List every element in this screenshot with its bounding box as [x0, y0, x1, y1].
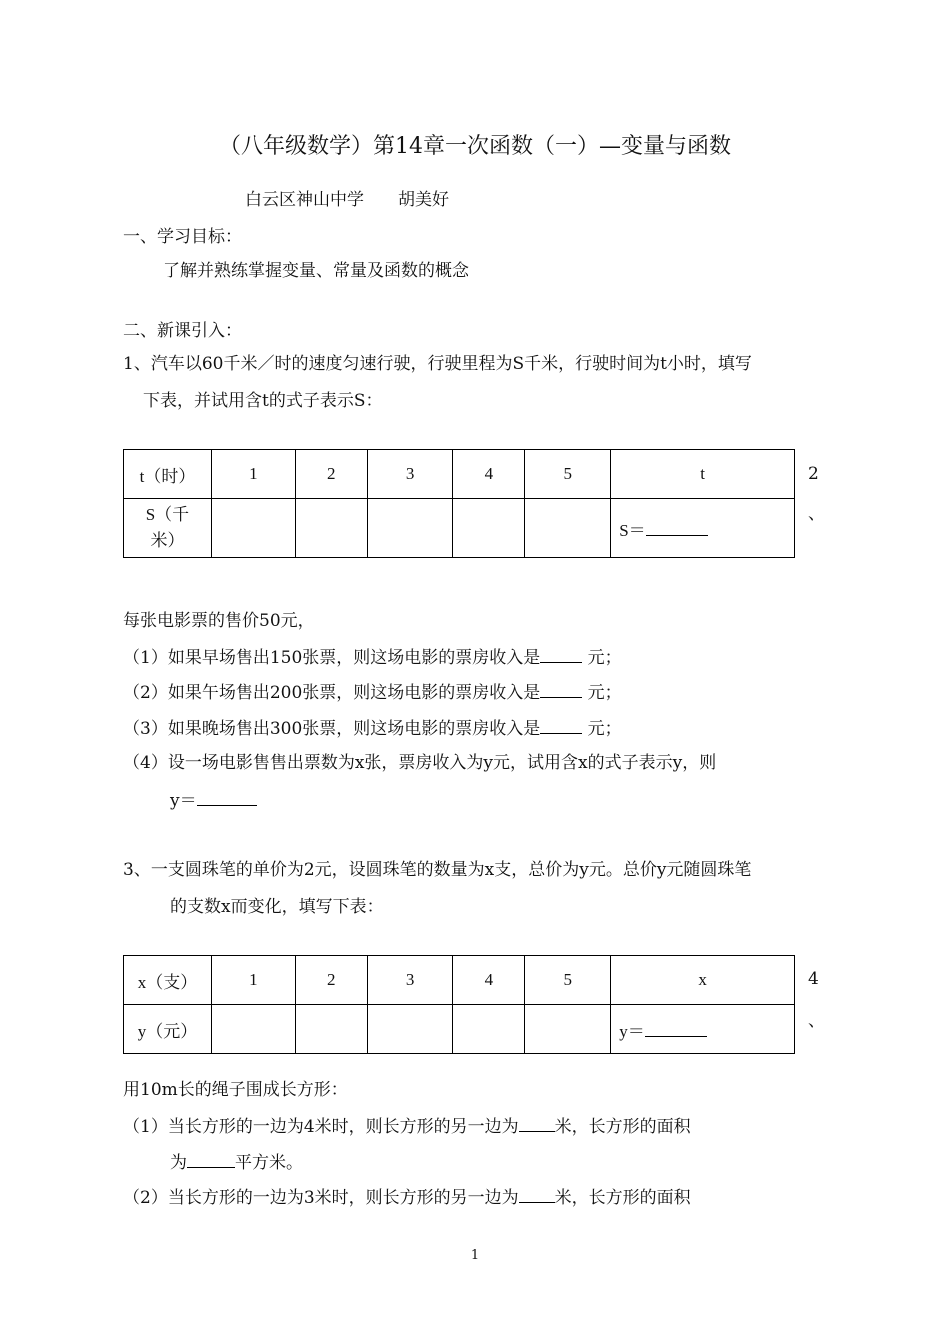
- answer-blank[interactable]: [645, 1020, 707, 1037]
- item-text: （2）如果午场售出200张票，则这场电影的票房收入是: [123, 683, 541, 703]
- formula-cell[interactable]: [611, 499, 795, 558]
- table-cell-row-head: y（元）: [124, 1005, 212, 1054]
- page-number: 1: [470, 1248, 480, 1263]
- answer-blank[interactable]: [197, 789, 257, 806]
- formula-prefix: y＝: [170, 791, 197, 811]
- unit-text: 元；: [582, 719, 622, 739]
- q2-number-mark: 、: [808, 504, 825, 524]
- q3-text-line2: 的支数x而变化，填写下表：: [170, 897, 384, 917]
- formula-cell[interactable]: [611, 1005, 795, 1054]
- q3-table-row-header: [124, 956, 795, 1005]
- q2-number: 2: [808, 464, 819, 484]
- answer-cell[interactable]: [295, 499, 367, 558]
- q4-number-mark: 、: [808, 1011, 825, 1031]
- item-text: （3）如果晚场售出300张票，则这场电影的票房收入是: [123, 719, 541, 739]
- page-title: （八年级数学）第14章一次函数（一）—变量与函数: [219, 134, 731, 159]
- answer-cell[interactable]: [453, 1005, 525, 1054]
- answer-cell[interactable]: [367, 1005, 453, 1054]
- answer-cell[interactable]: [525, 499, 611, 558]
- q4-intro: 用10m长的绳子围成长方形：: [123, 1080, 348, 1100]
- section2-heading: 二、新课引入：: [123, 321, 242, 341]
- q1-table: [123, 449, 795, 558]
- q1-table-row-values: [124, 499, 795, 558]
- answer-cell[interactable]: [525, 1005, 611, 1054]
- answer-blank[interactable]: [540, 681, 582, 698]
- answer-blank[interactable]: [187, 1151, 235, 1168]
- answer-cell[interactable]: [367, 499, 453, 558]
- answer-blank[interactable]: [540, 646, 582, 663]
- answer-cell[interactable]: [295, 1005, 367, 1054]
- answer-blank[interactable]: [519, 1115, 555, 1132]
- q3-text-line1: 3、一支圆珠笔的单价为2元，设圆珠笔的数量为x支，总价为y元。总价y元随圆珠笔: [123, 860, 752, 880]
- unit-text: 元；: [582, 648, 622, 668]
- q2-intro: 每张电影票的售价50元，: [123, 611, 315, 631]
- q4-number: 4: [808, 969, 819, 989]
- q1-text-line2: 下表，并试用含t的式子表示S：: [143, 391, 383, 411]
- section1-heading: 一、学习目标：: [123, 227, 242, 247]
- table-cell-row-head: [124, 499, 212, 558]
- formula-prefix: y＝: [619, 1021, 645, 1041]
- item-text: 为: [170, 1153, 187, 1173]
- q1-text-line1: 1、汽车以60千米／时的速度匀速行驶，行驶里程为S千米，行驶时间为t小时，填写: [123, 354, 752, 374]
- table-cell: t: [611, 450, 795, 499]
- table-cell: 1: [211, 450, 295, 499]
- unit-text: 元；: [582, 683, 622, 703]
- item-text: 米，长方形的面积: [554, 1117, 691, 1137]
- table-cell: 4: [453, 956, 525, 1005]
- q2-item4-line2: [170, 789, 257, 812]
- table-cell: x（支）: [124, 956, 212, 1005]
- answer-cell[interactable]: [211, 1005, 295, 1054]
- table-cell: 2: [295, 956, 367, 1005]
- table-cell: 4: [453, 450, 525, 499]
- table-cell: 3: [367, 450, 453, 499]
- item-text: 米，长方形的面积: [554, 1188, 691, 1208]
- item-text: （1）当长方形的一边为4米时，则长方形的另一边为: [123, 1117, 519, 1137]
- formula-prefix: S＝: [619, 520, 646, 540]
- q3-table: [123, 955, 795, 1054]
- q4-item2-line1: [123, 1186, 691, 1209]
- table-cell: 2: [295, 450, 367, 499]
- item-text: （1）如果早场售出150张票，则这场电影的票房收入是: [123, 648, 541, 668]
- q2-item2: [123, 681, 622, 704]
- q2-item1: [123, 646, 622, 669]
- q4-item1-line1: [123, 1115, 691, 1138]
- author-line: 白云区神山中学 胡美好: [245, 190, 449, 210]
- item-text: （2）当长方形的一边为3米时，则长方形的另一边为: [123, 1188, 519, 1208]
- q1-table-row-header: [124, 450, 795, 499]
- answer-blank[interactable]: [519, 1186, 555, 1203]
- q2-item4-line1: （4）设一场电影售售出票数为x张，票房收入为y元，试用含x的式子表示y，则: [123, 753, 717, 773]
- answer-blank[interactable]: [646, 519, 708, 536]
- row-head-part: S（千: [145, 505, 190, 524]
- q2-item3: [123, 717, 622, 740]
- table-cell: 3: [367, 956, 453, 1005]
- table-cell: 1: [211, 956, 295, 1005]
- section1-goal: 了解并熟练掌握变量、常量及函数的概念: [163, 261, 469, 281]
- row-head-part: 米）: [150, 531, 185, 550]
- table-cell: t（时）: [124, 450, 212, 499]
- q4-item1-line2: [170, 1151, 303, 1174]
- answer-cell[interactable]: [453, 499, 525, 558]
- q3-table-row-values: [124, 1005, 795, 1054]
- table-cell: 5: [525, 956, 611, 1005]
- item-text: 平方米。: [235, 1153, 303, 1173]
- table-cell: 5: [525, 450, 611, 499]
- table-cell: x: [611, 956, 795, 1005]
- answer-blank[interactable]: [540, 717, 582, 734]
- answer-cell[interactable]: [211, 499, 295, 558]
